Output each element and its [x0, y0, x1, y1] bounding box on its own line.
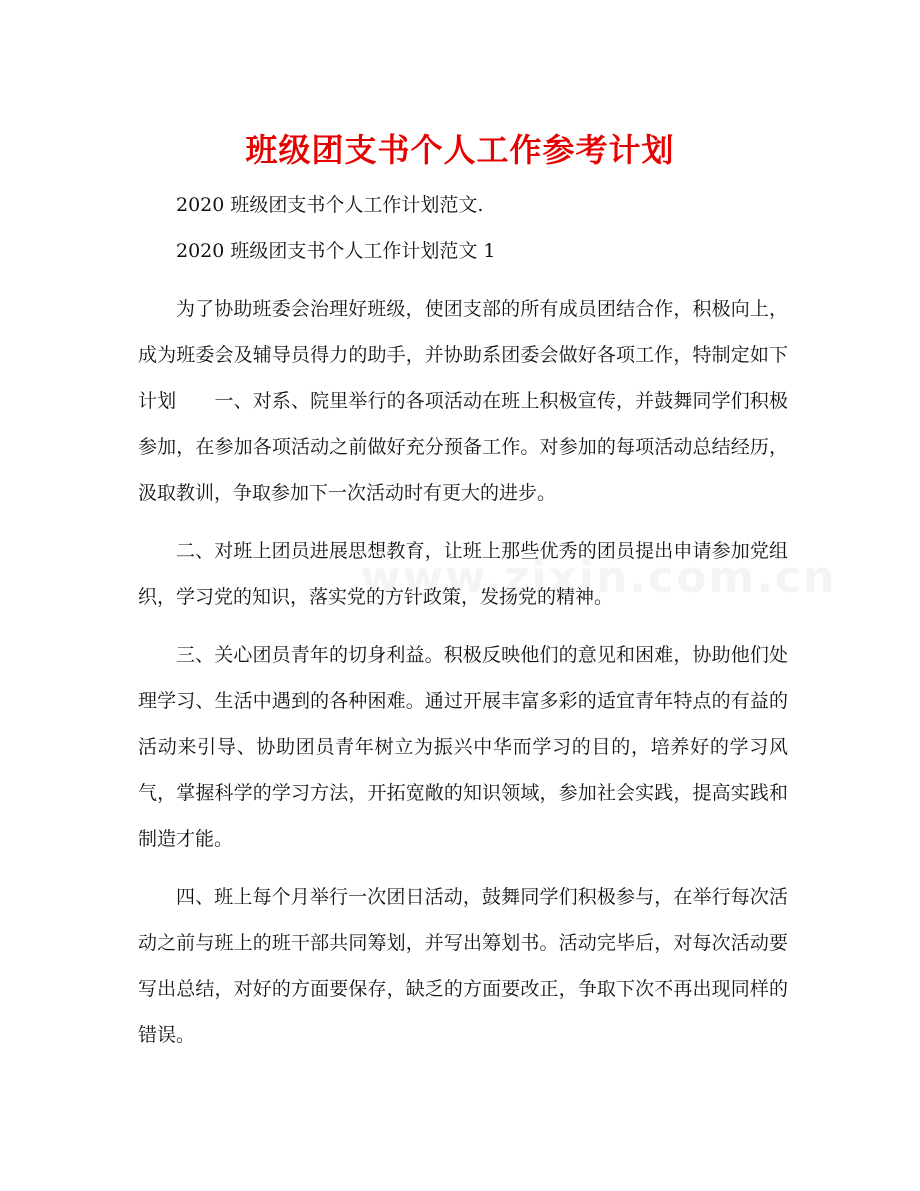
paragraph-subtitle: 2020 班级团支书个人工作计划范文.: [176, 194, 484, 216]
paragraph-intro: 为了协助班委会治理好班级，使团支部的所有成员团结合作，积极向上，成为班委会及辅导员得力的助手，并协助系团委会做好各项工作，特制定如下计划 一、对系、院里举行的各项活动在班上积极宣传，并鼓舞同学们积极参加，在参加各项活动之前做好充分预备工作。对参加的每项活动总结经历，汲取教训，争取参加下一次活动时有更大的进步。: [138, 298, 788, 504]
paragraph-heading: 2020 班级团支书个人工作计划范文 1: [176, 240, 496, 262]
document-title: 班级团支书个人工作参考计划: [245, 131, 675, 169]
paragraph-item-2: 二、对班上团员进展思想教育，让班上那些优秀的团员提出申请参加党组织，学习党的知识，落实党的方针政策，发扬党的精神。: [138, 540, 788, 608]
document-body: [138, 182, 788, 1058]
paragraph-item-3: 三、关心团员青年的切身利益。积极反映他们的意见和困难，协助他们处理学习、生活中遇到的各种困难。通过开展丰富多彩的适宜青年特点的有益的活动来引导、协助团员青年树立为振兴中华而学习的目的，培养好的学习风气，掌握科学的学习方法，开拓宽敞的知识领域，参加社会实践，提高实践和制造才能。: [138, 644, 788, 850]
paragraph-item-4: 四、班上每个月举行一次团日活动，鼓舞同学们积极参与，在举行每次活动之前与班上的班干部共同筹划，并写出筹划书。活动完毕后，对每次活动要写出总结，对好的方面要保存，缺乏的方面要改正，争取下次不再出现同样的错误。: [138, 886, 788, 1046]
